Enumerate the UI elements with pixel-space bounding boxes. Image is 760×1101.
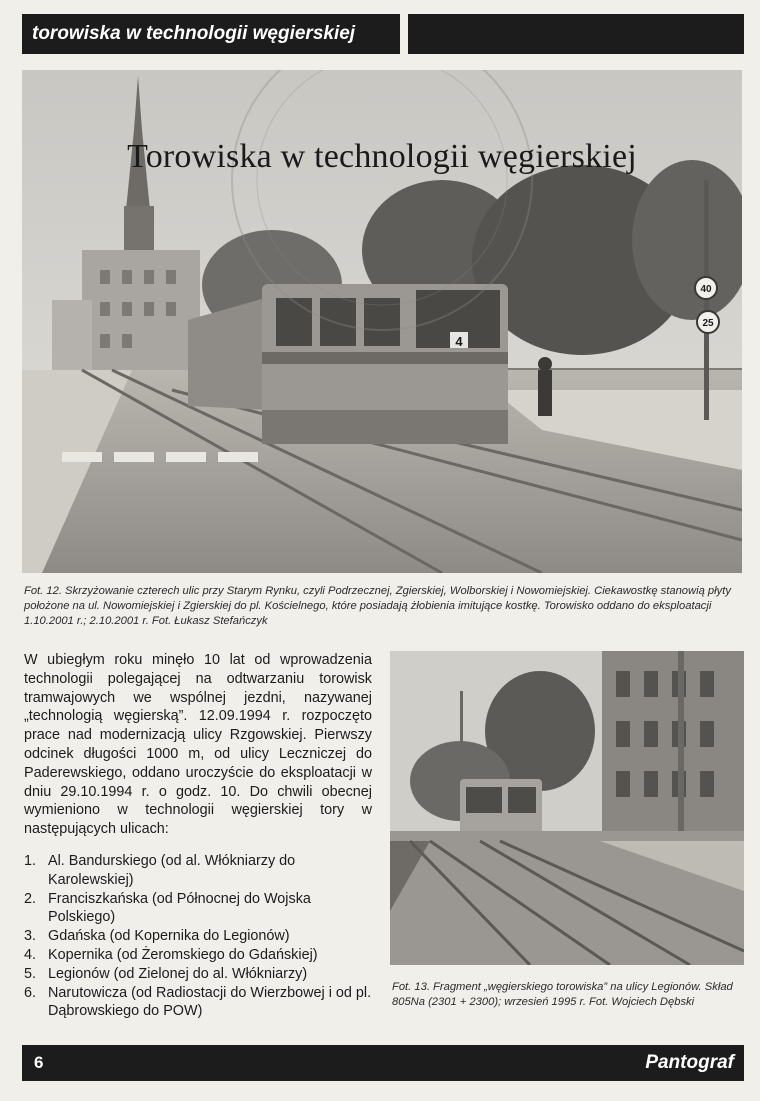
list-item (24, 927, 374, 946)
page-number: 6 (34, 1053, 44, 1072)
main-photo-caption: Fot. 12. Skrzyżowanie czterech ulic przy Starym Rynku, czyli Podrzecznej, Zgierskiej, Wolborskiej i Nowomiejskiej. Ciekawostkę stanowią płyty położone na ul. Nowomiejskiej i Zgierskiej do pl. Kościelnego, które posiadają żłobienia imitujące kostkę. Torowisko oddano do eksploatacji 1.10.2001 r.; 2.10.2001 r. Fot. Łukasz Stefańczyk (24, 585, 731, 627)
list-item (24, 852, 374, 890)
list-item (24, 984, 374, 1022)
article-paragraph: W ubiegłym roku minęło 10 lat od wprowadzenia technologii polegającej na odtwarzaniu torowisk tramwajowych we wspólnej jezdni, nazywanej „technologią węgierską”. 12.09.1994 r. rozpoczęto prace nad modernizacją ulicy Rzgowskiej. Pierwszy odcinek długości 1000 m, od ulicy Leczniczej do Paderewskiego, oddano uroczyście do eksploatacji w dniu 29.10.1994 r. o godz. 10. Do chwili obecnej wymieniono w technologii węgierskiej tory w następujących ulicach: (24, 652, 372, 838)
tram-route-number: 4 (455, 334, 463, 349)
footer-bar (22, 1045, 744, 1081)
footer-brand: Pantograf (645, 1052, 734, 1073)
list-item-text: Gdańska (od Kopernika do Legionów) (48, 928, 290, 945)
list-item-text: Legionów (od Zielonej do al. Włókniarzy) (48, 965, 308, 982)
speed-sign-lower: 25 (702, 318, 714, 329)
side-photo (390, 651, 744, 965)
side-photo-caption: Fot. 13. Fragment „węgierskiego torowiska” na ulicy Legionów. Skład 805Na (2301 + 2300); wrzesień 1995 r. Fot. Wojciech Dębski (392, 981, 733, 1008)
main-photo-title: Torowiska w technologii węgierskiej (127, 138, 637, 175)
list-item-number: 2. (24, 890, 37, 907)
header-divider (400, 14, 408, 54)
list-item-text: Narutowicza (od Radiostacji do Wierzbowej i od pl. Dąbrowskiego do POW) (48, 984, 372, 1020)
list-item-text: Kopernika (od Żeromskiego do Gdańskiej) (48, 946, 318, 963)
header-title: torowiska w technologii węgierskiej (32, 23, 356, 44)
list-item (24, 946, 374, 965)
speed-sign-upper: 40 (700, 284, 712, 295)
main-photo (22, 70, 742, 573)
list-item-number: 1. (24, 853, 37, 869)
list-item-number: 4. (24, 946, 37, 963)
list-item (24, 965, 374, 984)
list-item (24, 890, 374, 928)
list-item-text: Franciszkańska (od Północnej do Wojska Polskiego) (48, 890, 311, 926)
list-item-number: 5. (24, 965, 37, 982)
street-list (24, 852, 374, 1021)
list-item-number: 3. (24, 928, 37, 945)
list-item-text: Al. Bandurskiego (od al. Włókniarzy do Karolewskiej) (48, 853, 296, 888)
list-item-number: 6. (24, 984, 37, 1001)
header-bar (22, 14, 744, 54)
